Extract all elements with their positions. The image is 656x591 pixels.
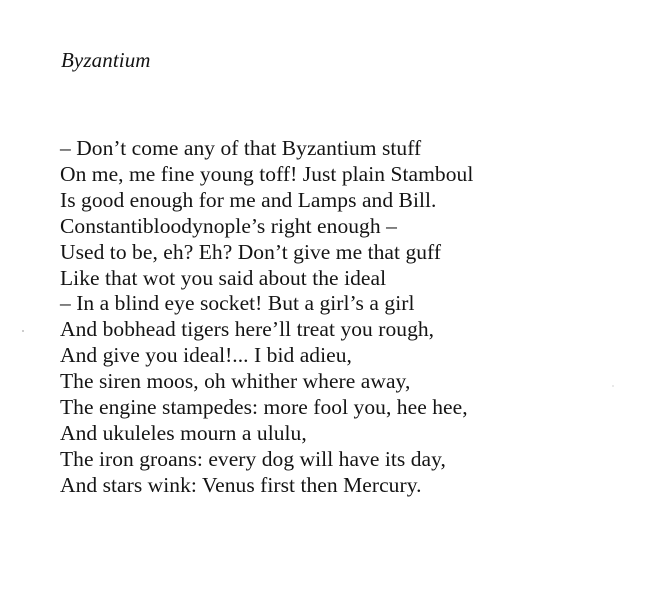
- poem-line: Is good enough for me and Lamps and Bill.: [60, 187, 437, 212]
- poem-line: And give you ideal!... I bid adieu,: [60, 343, 352, 368]
- poem-line: Constantibloodynople’s right enough –: [60, 213, 397, 238]
- poem-title: Byzantium: [61, 48, 151, 72]
- poem-line: – Don’t come any of that Byzantium stuff: [60, 136, 422, 160]
- scan-speck: [612, 385, 614, 387]
- poem-line: And bobhead tigers here’ll treat you rough,: [60, 317, 435, 342]
- poem-line: The iron groans: every dog will have its day,: [60, 446, 446, 471]
- poem-line: And ukuleles mourn a ululu,: [60, 420, 307, 445]
- poem-line: The engine stampedes: more fool you, hee hee,: [60, 395, 468, 420]
- scan-speck: [22, 330, 24, 332]
- poem-line: Used to be, eh? Eh? Don’t give me that guff: [60, 239, 442, 264]
- poem-line: The siren moos, oh whither where away,: [60, 369, 411, 394]
- poem-body: [60, 136, 473, 499]
- poem-line: Like that wot you said about the ideal: [60, 265, 387, 290]
- poem-line: – In a blind eye socket! But a girl’s a girl: [60, 291, 415, 316]
- poem-line: And stars wink: Venus first then Mercury.: [60, 472, 422, 497]
- poem-line: On me, me fine young toff! Just plain Stamboul: [60, 161, 474, 186]
